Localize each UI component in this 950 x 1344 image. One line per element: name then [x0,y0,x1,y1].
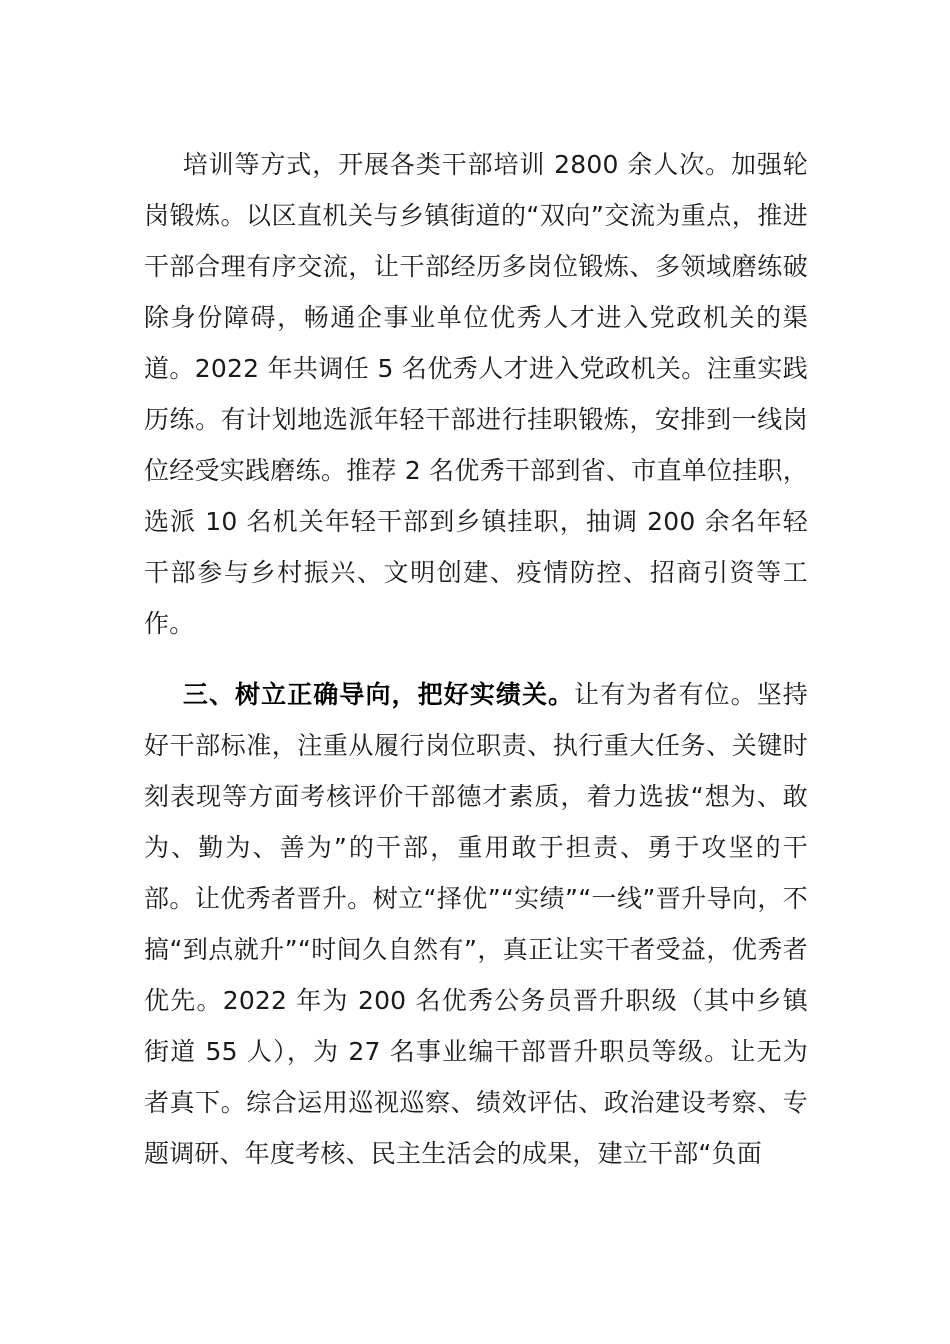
section-heading: 三、树立正确导向，把好实绩关。 [182,680,575,709]
paragraph-1-text: 培训等方式，开展各类干部培训 2800 余人次。加强轮岗锻炼。以区直机关与乡镇街道的“双向”交流为重点，推进干部合理有序交流，让干部经历多岗位锻炼、多领域磨练破除身份障碍，畅通企事业单位优秀人才进入党政机关的渠道。2022 年共调任 5 名优秀人才进入党政机关。注重实践历练。有计划地选派年轻干部进行挂职锻炼，安排到一线岗位经受实践磨练。推荐 2 名优秀干部到省、市直单位挂职，选派 10 名机关年轻干部到乡镇挂职，抽调 200 余名年轻干部参与乡村振兴、文明创建、疫情防控、招商引资等工作。 [144,150,808,638]
paragraph-performance [144,669,808,1179]
paragraph-2-text: 让有为者有位。坚持好干部标准，注重从履行岗位职责、执行重大任务、关键时刻表现等方面考核评价干部德才素质，着力选拔“想为、敢为、勤为、善为”的干部，重用敢于担责、勇于攻坚的干部。让优秀者晋升。树立“择优”“实绩”“一线”晋升导向，不搞“到点就升”“时间久自然有”，真正让实干者受益，优秀者优先。2022 年为 200 名优秀公务员晋升职级（其中乡镇街道 55 人），为 27 名事业编干部晋升职员等级。让无为者真下。综合运用巡视巡察、绩效评估、政治建设考察、专题调研、年度考核、民主生活会的成果，建立干部“负面 [144,680,808,1168]
paragraph-training [144,139,808,649]
